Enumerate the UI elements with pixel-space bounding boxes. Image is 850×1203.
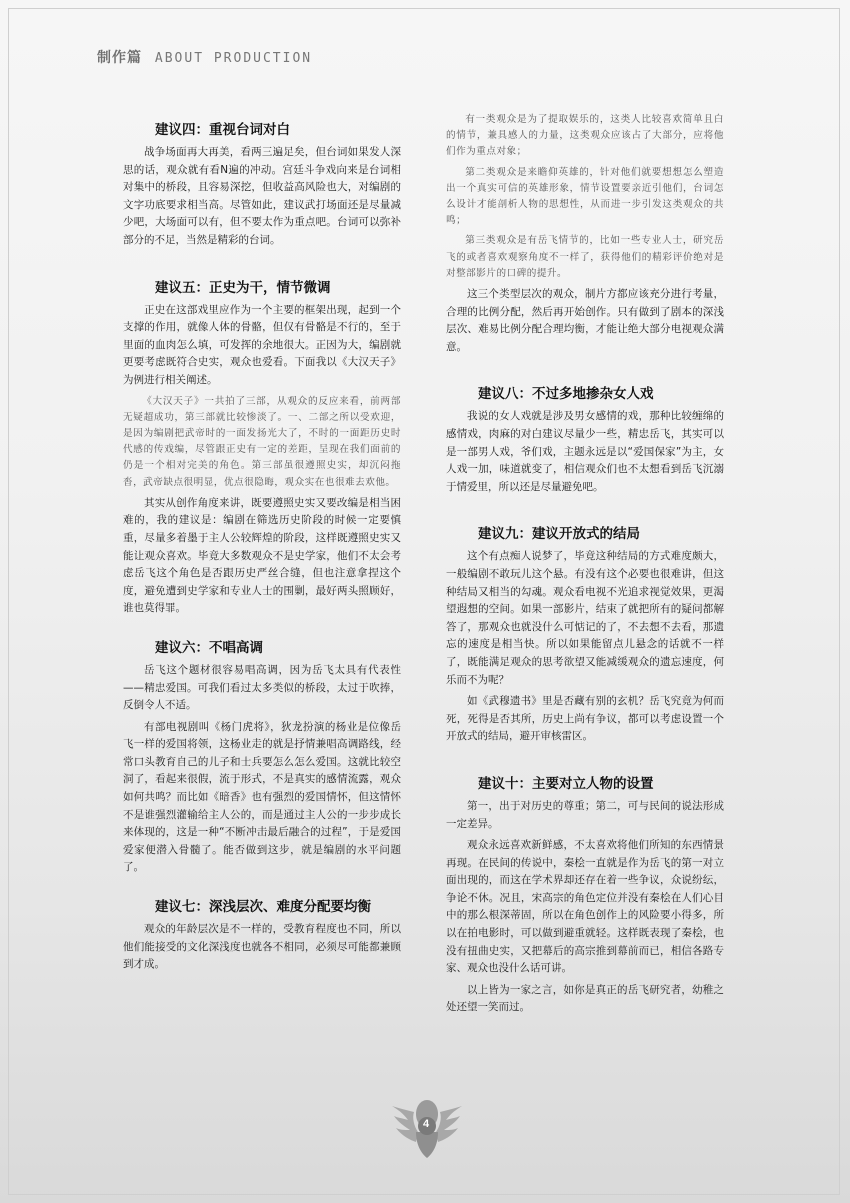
section-heading: 建议八：不过多地掺杂女人戏 (478, 386, 654, 403)
body-paragraph: 如《武穆遗书》里是否藏有别的玄机？岳飞究竟为何而死，死得是否其所，历史上尚有争议，都可以考虑设置一个开放式的结局，避开审核雷区。 (446, 695, 724, 743)
section-heading: 建议十：主要对立人物的设置 (478, 775, 654, 792)
body-paragraph: 这三个类型层次的观众，制片方都应该充分进行考量，合理的比例分配，然后再开始创作。只有做到了剧本的深浅层次、难易比例分配合理均衡，才能让绝大部分电视观众满意。 (446, 288, 724, 353)
body-paragraph: 第一，出于对历史的尊重；第二，可与民间的说法形成一定差异。 (446, 799, 724, 830)
section-heading: 建议六：不唱高调 (155, 639, 263, 656)
right-column (446, 112, 724, 1021)
quote-paragraph: 第二类观众是来瞻仰英雄的，针对他们就要想想怎么塑造出一个真实可信的英雄形象，情节设置要亲近引他们，台词怎么设计才能剖析人物的思想性，从而进一步引发这类观众的共鸣； (446, 166, 724, 227)
body-paragraph: 观众的年龄层次是不一样的，受教育程度也不同，所以他们能接受的文化深浅度也就各不相同，必须尽可能都兼顾到才成。 (123, 923, 401, 971)
left-column (123, 118, 401, 978)
quote-paragraph: 第三类观众是有岳飞情节的，比如一些专业人士，研究岳飞的或者喜欢观察角度不一样了，获得他们的精彩评价绝对是对整部影片的口碑的提升。 (446, 235, 724, 279)
body-paragraph: 岳飞这个题材很容易唱高调，因为岳飞太具有代表性——精忠爱国。可我们看过太多类似的桥段，太过于吹捧，反倒令人不适。 (123, 663, 401, 712)
body-paragraph: 以上皆为一家之言，如你是真正的岳飞研究者，幼稚之处还望一笑而过。 (446, 983, 724, 1014)
running-header (97, 47, 312, 67)
body-paragraph: 我说的女人戏就是涉及男女感情的戏，那种比较缠绵的感情戏，肉麻的对白建议尽量少一些，精忠岳飞，其实可以是一部男人戏，爷们戏，主题永远是以“爱国保家”为主，女人戏一加，味道就变了，相信观众们也不太想看到岳飞沉溺于情爱里，所以还是尽量避免吧。 (446, 410, 724, 493)
section-spacer (123, 254, 401, 276)
body-paragraph: 这个有点痴人说梦了，毕竟这种结局的方式难度颇大，一般编剧不敢玩儿这个悬。有没有这个必要也很难讲，但这种结局又相当的勾魂。观众看电视不光追求视觉效果，更渴望遐想的空间。如果一部影片，结束了就把所有的疑问都解答了，那观众也就没什么可惦记的了，不去想不去看，那遗忘的速度是相当快。所以如果能留点儿悬念的话就不一样了，既能满足观众的思考欲望又能减缓观众的遗忘速度，何乐而不为呢？ (446, 550, 724, 686)
quote-paragraph: 《大汉天子》一共拍了三部，从观众的反应来看，前两部无疑超成功，第三部就比较惨淡了。一、二部之所以受欢迎，是因为编剧把武帝时的一面发扬光大了，不时的一面距历史时代感的传戏编，尽管跟正史有一定的差距，呈现在我们面前的仍是一个相对完美的角色。第三部虽很遵照史实，却沉闷拖沓，武帝缺点很明显，优点很隐晦，观众实在也很难去欢他。 (123, 395, 401, 488)
section-heading: 建议九：建议开放式的结局 (478, 526, 640, 543)
section-heading: 建议五：正史为干，情节微调 (155, 279, 331, 296)
quote-paragraph: 有一类观众是为了提取娱乐的，这类人比较喜欢简单且白的情节，兼具感人的力量，这类观众应该占了大部分，应将他们作为重点对象； (446, 114, 724, 158)
header-section-en: ABOUT PRODUCTION (154, 51, 313, 66)
section-heading: 建议七：深浅层次、难度分配要均衡 (155, 899, 371, 916)
body-paragraph: 有部电视剧叫《杨门虎将》，狄龙扮演的杨业是位像岳飞一样的爱国将领，这杨业走的就是抒情兼唱高调路线，经常口头教育自己的儿子和士兵要怎么怎么爱国。这就比较空洞了，看起来很假，流于形式，不是真实的感情流露，观众如何共鸣？而比如《暗香》也有强烈的爱国情怀，但这情怀不是谁强烈灌输给主人公的，而是通过主人公的一步步成长来体现的，这是一种“不断冲击最后融合的过程”，于是爱国爱家便潜入骨髓了。能否做到这步，就是编剧的水平问题了。 (123, 720, 401, 874)
page-number: 4 (422, 1118, 430, 1130)
section-spacer (446, 500, 724, 522)
section-spacer (446, 750, 724, 772)
section-spacer (123, 881, 401, 895)
section-heading: 建议四：重视台词对白 (155, 122, 290, 138)
body-paragraph: 正史在这部戏里应作为一个主要的框架出现，起到一个支撑的作用，就像人体的骨骼，但仅有骨骼是不行的，至于里面的血肉怎么填，可发挥的余地很大。正因为大，编剧就更要考虑既符合史实，观众也爱看。下面我以《大汉天子》为例进行相关阐述。 (123, 303, 401, 386)
body-paragraph: 其实从创作角度来讲，既要遵照史实又要改编是相当困难的，我的建议是：编剧在筛选历史阶段的时候一定要慎重，尽量多着墨于主人公较辉煌的阶段，这样既遵照史实又能让观众喜欢。毕竟大多数观众不是史学家，他们不太会考虑岳飞这个角色是否跟历史严丝合缝，但也注意拿捏这个度，避免遭到史学家和专业人士的围剿，最好两头照顾好，谁也莫得罪。 (123, 496, 401, 615)
body-paragraph: 观众永远喜欢新鲜感，不太喜欢将他们所知的东西情景再现。在民间的传说中，秦桧一直就是作为岳飞的第一对立面出现的，而这在学术界却还存在着一些争议，众说纷纭，争论不休。况且，宋高宗的角色定位并没有秦桧在人们心目中的那么根深蒂固，所以在角色创作上的风险要小得多，所以在拍电影时，可以做到避重就轻。这样既表现了秦桧，也没有扭曲史实，又把幕后的高宗推到幕前而已，相信各路专家、观众也没什么话可讲。 (446, 839, 724, 975)
section-spacer (446, 360, 724, 382)
header-section-cn: 制作篇 (97, 49, 142, 65)
body-paragraph: 战争场面再大再美，看两三遍足矣，但台词如果发人深思的话，观众就有看N遍的冲动。宫廷斗争戏向来是台词相对集中的桥段，且容易深挖，但收益高风险也大，对编剧的文字功底要求相当高。尽管如此，建议武打场面还是尽量减少吧，大场面可以有，但不要太作为重点吧。台词可以弥补部分的不足，当然是精彩的台词。 (123, 146, 401, 246)
section-spacer (123, 622, 401, 636)
